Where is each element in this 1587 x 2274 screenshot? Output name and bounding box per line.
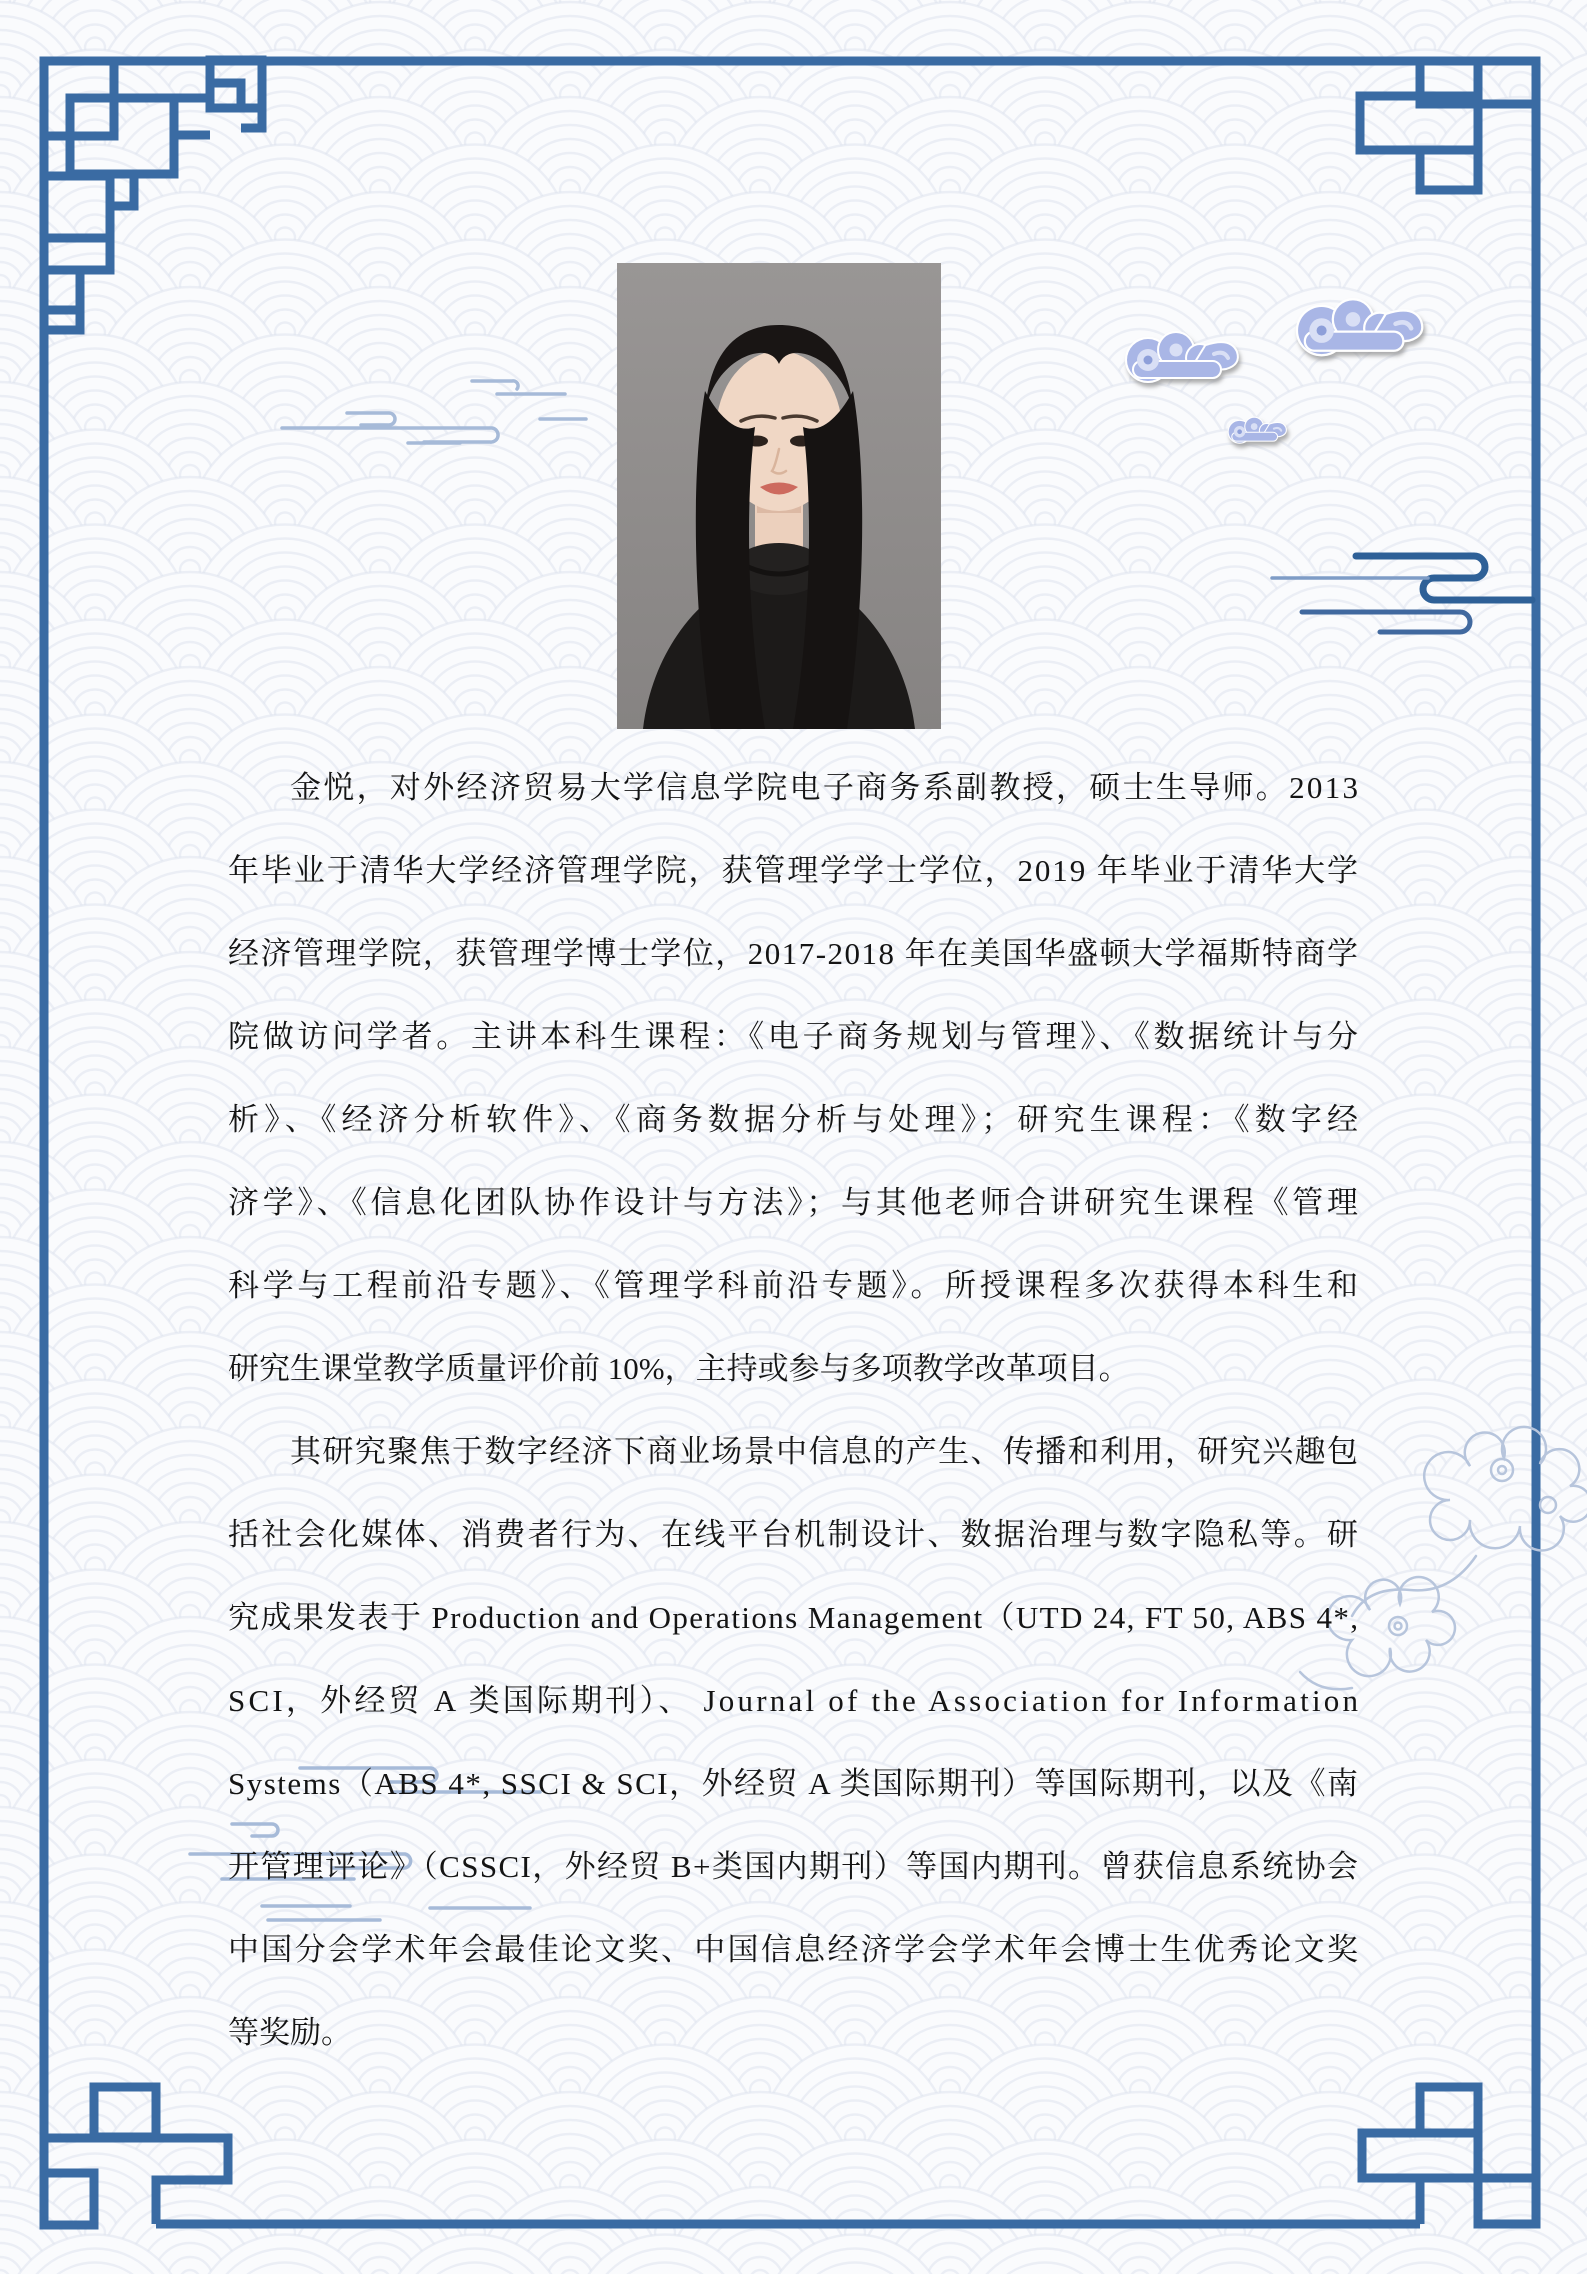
fret-corner-bottom-left-icon	[44, 2087, 228, 2225]
bio-line: 经济管理学院，获管理学博士学位，2017-2018 年在美国华盛顿大学福斯特商学	[228, 936, 1358, 971]
portrait-photo	[617, 263, 941, 729]
bio-line: 等奖励。	[228, 2015, 352, 2050]
bio-line: 析》、《经济分析软件》、《商务数据分析与处理》；研究生课程：《数字经	[228, 1102, 1359, 1137]
bio-line: 开管理评论》（CSSCI，外经贸 B+类国内期刊）等国内期刊。曾获信息系统协会	[228, 1849, 1358, 1884]
bio-line: 济学》、《信息化团队协作设计与方法》；与其他老师合讲研究生课程《管理	[228, 1185, 1358, 1220]
fret-corner-top-right-icon	[1360, 61, 1536, 190]
bio-line: 中国分会学术年会最佳论文奖、中国信息经济学会学术年会博士生优秀论文奖	[228, 1932, 1358, 1967]
fret-corner-top-left-icon	[44, 60, 262, 330]
bio-line: Systems（ABS 4*, SSCI & SCI，外经贸 A 类国际期刊）等国际期刊，以及《南	[228, 1766, 1358, 1801]
cloud-band-dark-icon	[1272, 556, 1532, 632]
cloud-band-icon	[282, 381, 586, 443]
bio-line: SCI，外经贸 A 类国际期刊）、 Journal of the Association for Information	[228, 1683, 1359, 1718]
bio-line: 研究生课堂教学质量评价前 10%，主持或参与多项教学改革项目。	[228, 1351, 1130, 1386]
bio-line: 括社会化媒体、消费者行为、在线平台机制设计、数据治理与数字隐私等。研	[228, 1517, 1358, 1552]
bio-text	[228, 746, 1360, 2086]
bio-line: 年毕业于清华大学经济管理学院，获管理学学士学位，2019 年毕业于清华大学	[228, 853, 1358, 888]
auspicious-cloud-icon	[1127, 300, 1421, 442]
fret-corner-bottom-right-icon	[1362, 2087, 1536, 2224]
bio-line: 院做访问学者。主讲本科生课程：《电子商务规划与管理》、《数据统计与分	[228, 1019, 1358, 1054]
photo-illustration	[617, 263, 941, 729]
bio-line: 科学与工程前沿专题》、《管理学科前沿专题》。所授课程多次获得本科生和	[228, 1268, 1358, 1303]
bio-line: 究成果发表于 Production and Operations Management（UTD 24, FT 50, ABS 4*,	[228, 1600, 1358, 1635]
bio-line: 其研究聚焦于数字经济下商业场景中信息的产生、传播和利用，研究兴趣包	[290, 1434, 1358, 1469]
bio-line: 金悦，对外经济贸易大学信息学院电子商务系副教授，硕士生导师。2013	[290, 770, 1358, 805]
